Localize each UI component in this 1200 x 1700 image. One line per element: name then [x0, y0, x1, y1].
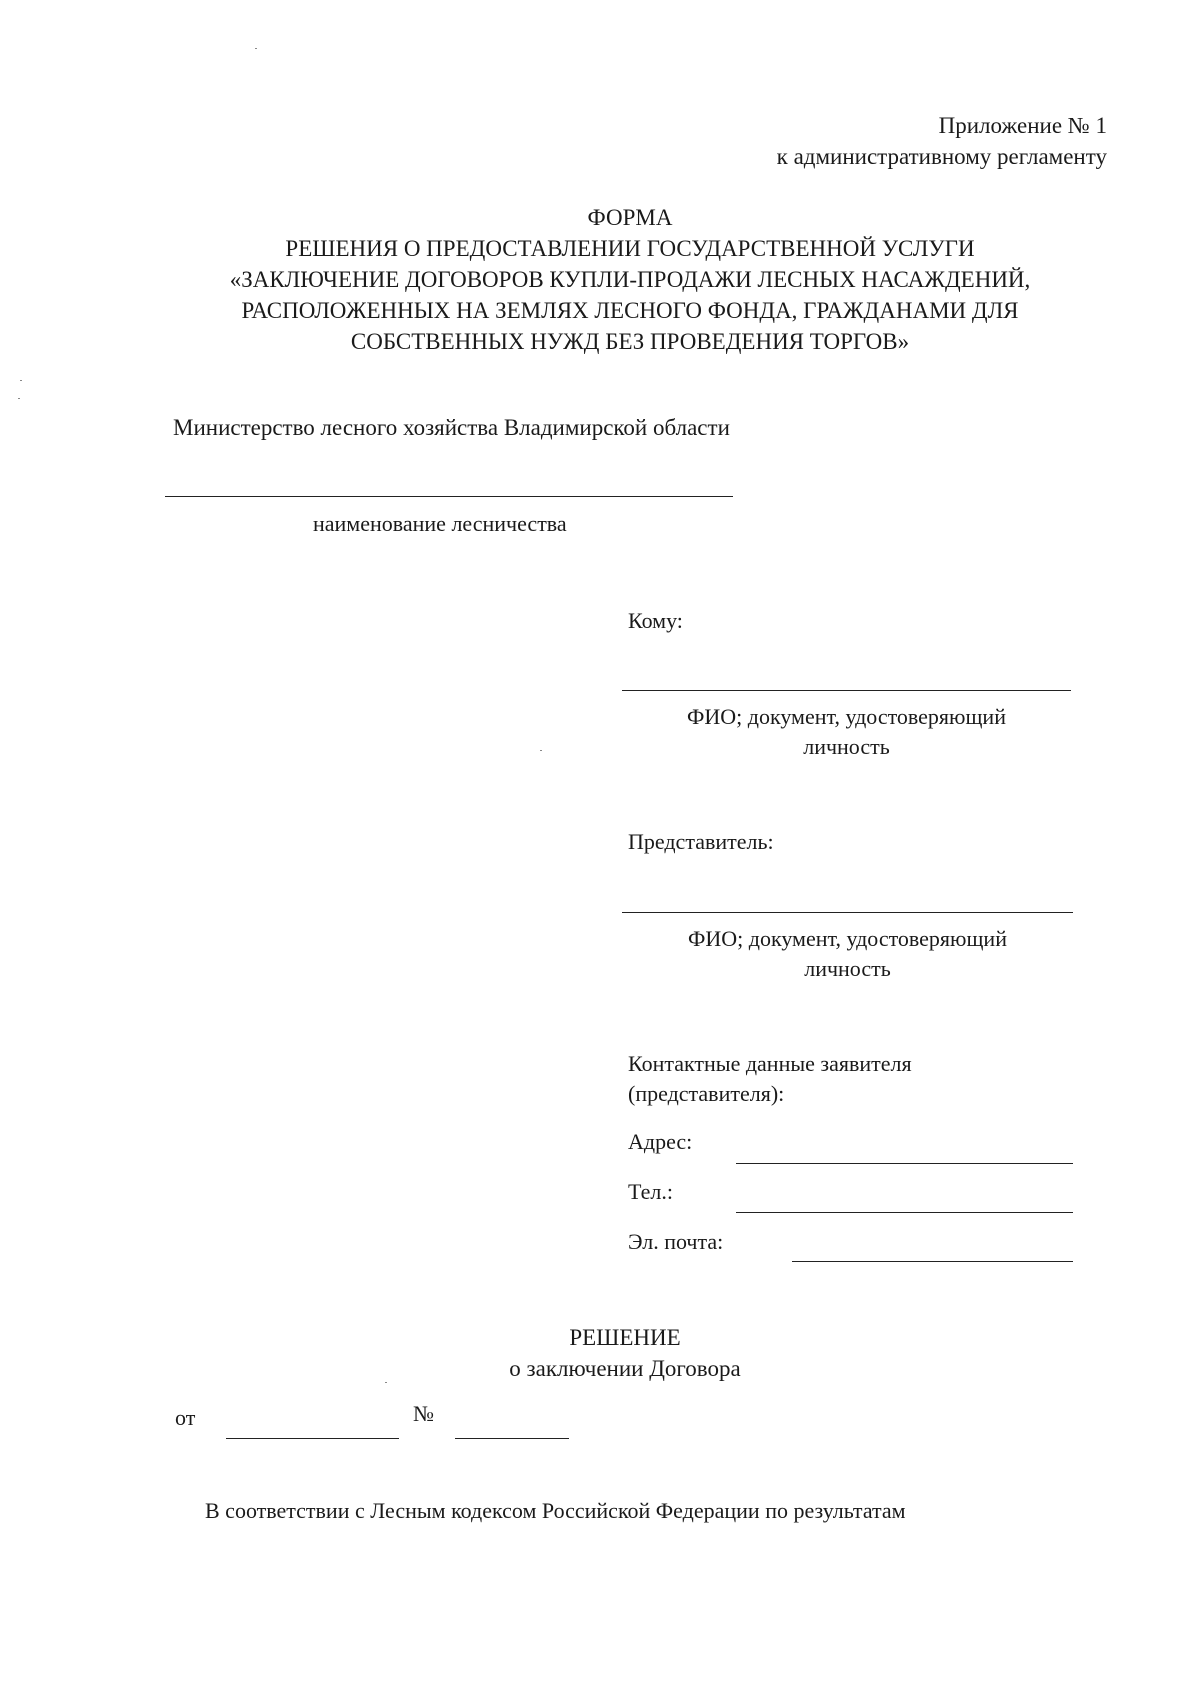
form-title-line-2: РЕШЕНИЯ О ПРЕДОСТАВЛЕНИИ ГОСУДАРСТВЕННОЙ УСЛУГИ — [285, 236, 975, 261]
recipient-field[interactable] — [622, 690, 1071, 691]
scan-speck — [540, 750, 542, 751]
decision-title-main: РЕШЕНИЕ — [569, 1325, 681, 1350]
form-title-line-3: «ЗАКЛЮЧЕНИЕ ДОГОВОРОВ КУПЛИ-ПРОДАЖИ ЛЕСНЫХ НАСАЖДЕНИЙ, — [229, 267, 1031, 292]
recipient-caption-line-1: ФИО; документ, удостоверяющий — [687, 704, 1006, 729]
scan-speck — [255, 48, 257, 49]
address-field[interactable] — [736, 1163, 1073, 1164]
contacts-heading-line-2: (представителя): — [628, 1081, 785, 1106]
number-label: № — [413, 1401, 434, 1426]
phone-field[interactable] — [736, 1212, 1073, 1213]
email-label: Эл. почта: — [628, 1229, 724, 1254]
forestry-name-field[interactable] — [165, 496, 733, 497]
phone-label: Тел.: — [628, 1179, 673, 1204]
scan-speck — [385, 1382, 387, 1383]
form-title — [170, 202, 1090, 357]
recipient-caption-line-2: личность — [803, 734, 890, 759]
number-field[interactable] — [455, 1438, 569, 1439]
decision-title — [425, 1322, 825, 1384]
recipient-label: Кому: — [628, 608, 683, 633]
date-label: от — [175, 1405, 196, 1430]
decision-subtitle: о заключении Договора — [509, 1356, 741, 1381]
address-label: Адрес: — [628, 1129, 693, 1154]
email-field[interactable] — [792, 1261, 1073, 1262]
representative-label: Представитель: — [628, 829, 774, 854]
contacts-heading-line-1: Контактные данные заявителя — [628, 1051, 912, 1076]
scan-speck — [20, 380, 22, 381]
form-title-line-1: ФОРМА — [587, 205, 673, 230]
ministry-name: Министерство лесного хозяйства Владимирской области — [173, 415, 730, 440]
form-title-line-4: РАСПОЛОЖЕННЫХ НА ЗЕМЛЯХ ЛЕСНОГО ФОНДА, ГРАЖДАНАМИ ДЛЯ — [241, 298, 1019, 323]
representative-caption-line-2: личность — [804, 956, 891, 981]
forestry-name-caption: наименование лесничества — [313, 511, 567, 536]
scan-speck — [18, 398, 20, 399]
representative-field[interactable] — [622, 912, 1073, 913]
appendix-line-2: к административному регламенту — [776, 144, 1107, 169]
body-text: В соответствии с Лесным кодексом Российской Федерации по результатам — [205, 1498, 906, 1523]
date-field[interactable] — [226, 1438, 399, 1439]
appendix-note — [777, 110, 1107, 172]
appendix-line-1: Приложение № 1 — [938, 113, 1107, 138]
form-title-line-5: СОБСТВЕННЫХ НУЖД БЕЗ ПРОВЕДЕНИЯ ТОРГОВ» — [350, 329, 910, 354]
representative-caption-line-1: ФИО; документ, удостоверяющий — [688, 926, 1007, 951]
